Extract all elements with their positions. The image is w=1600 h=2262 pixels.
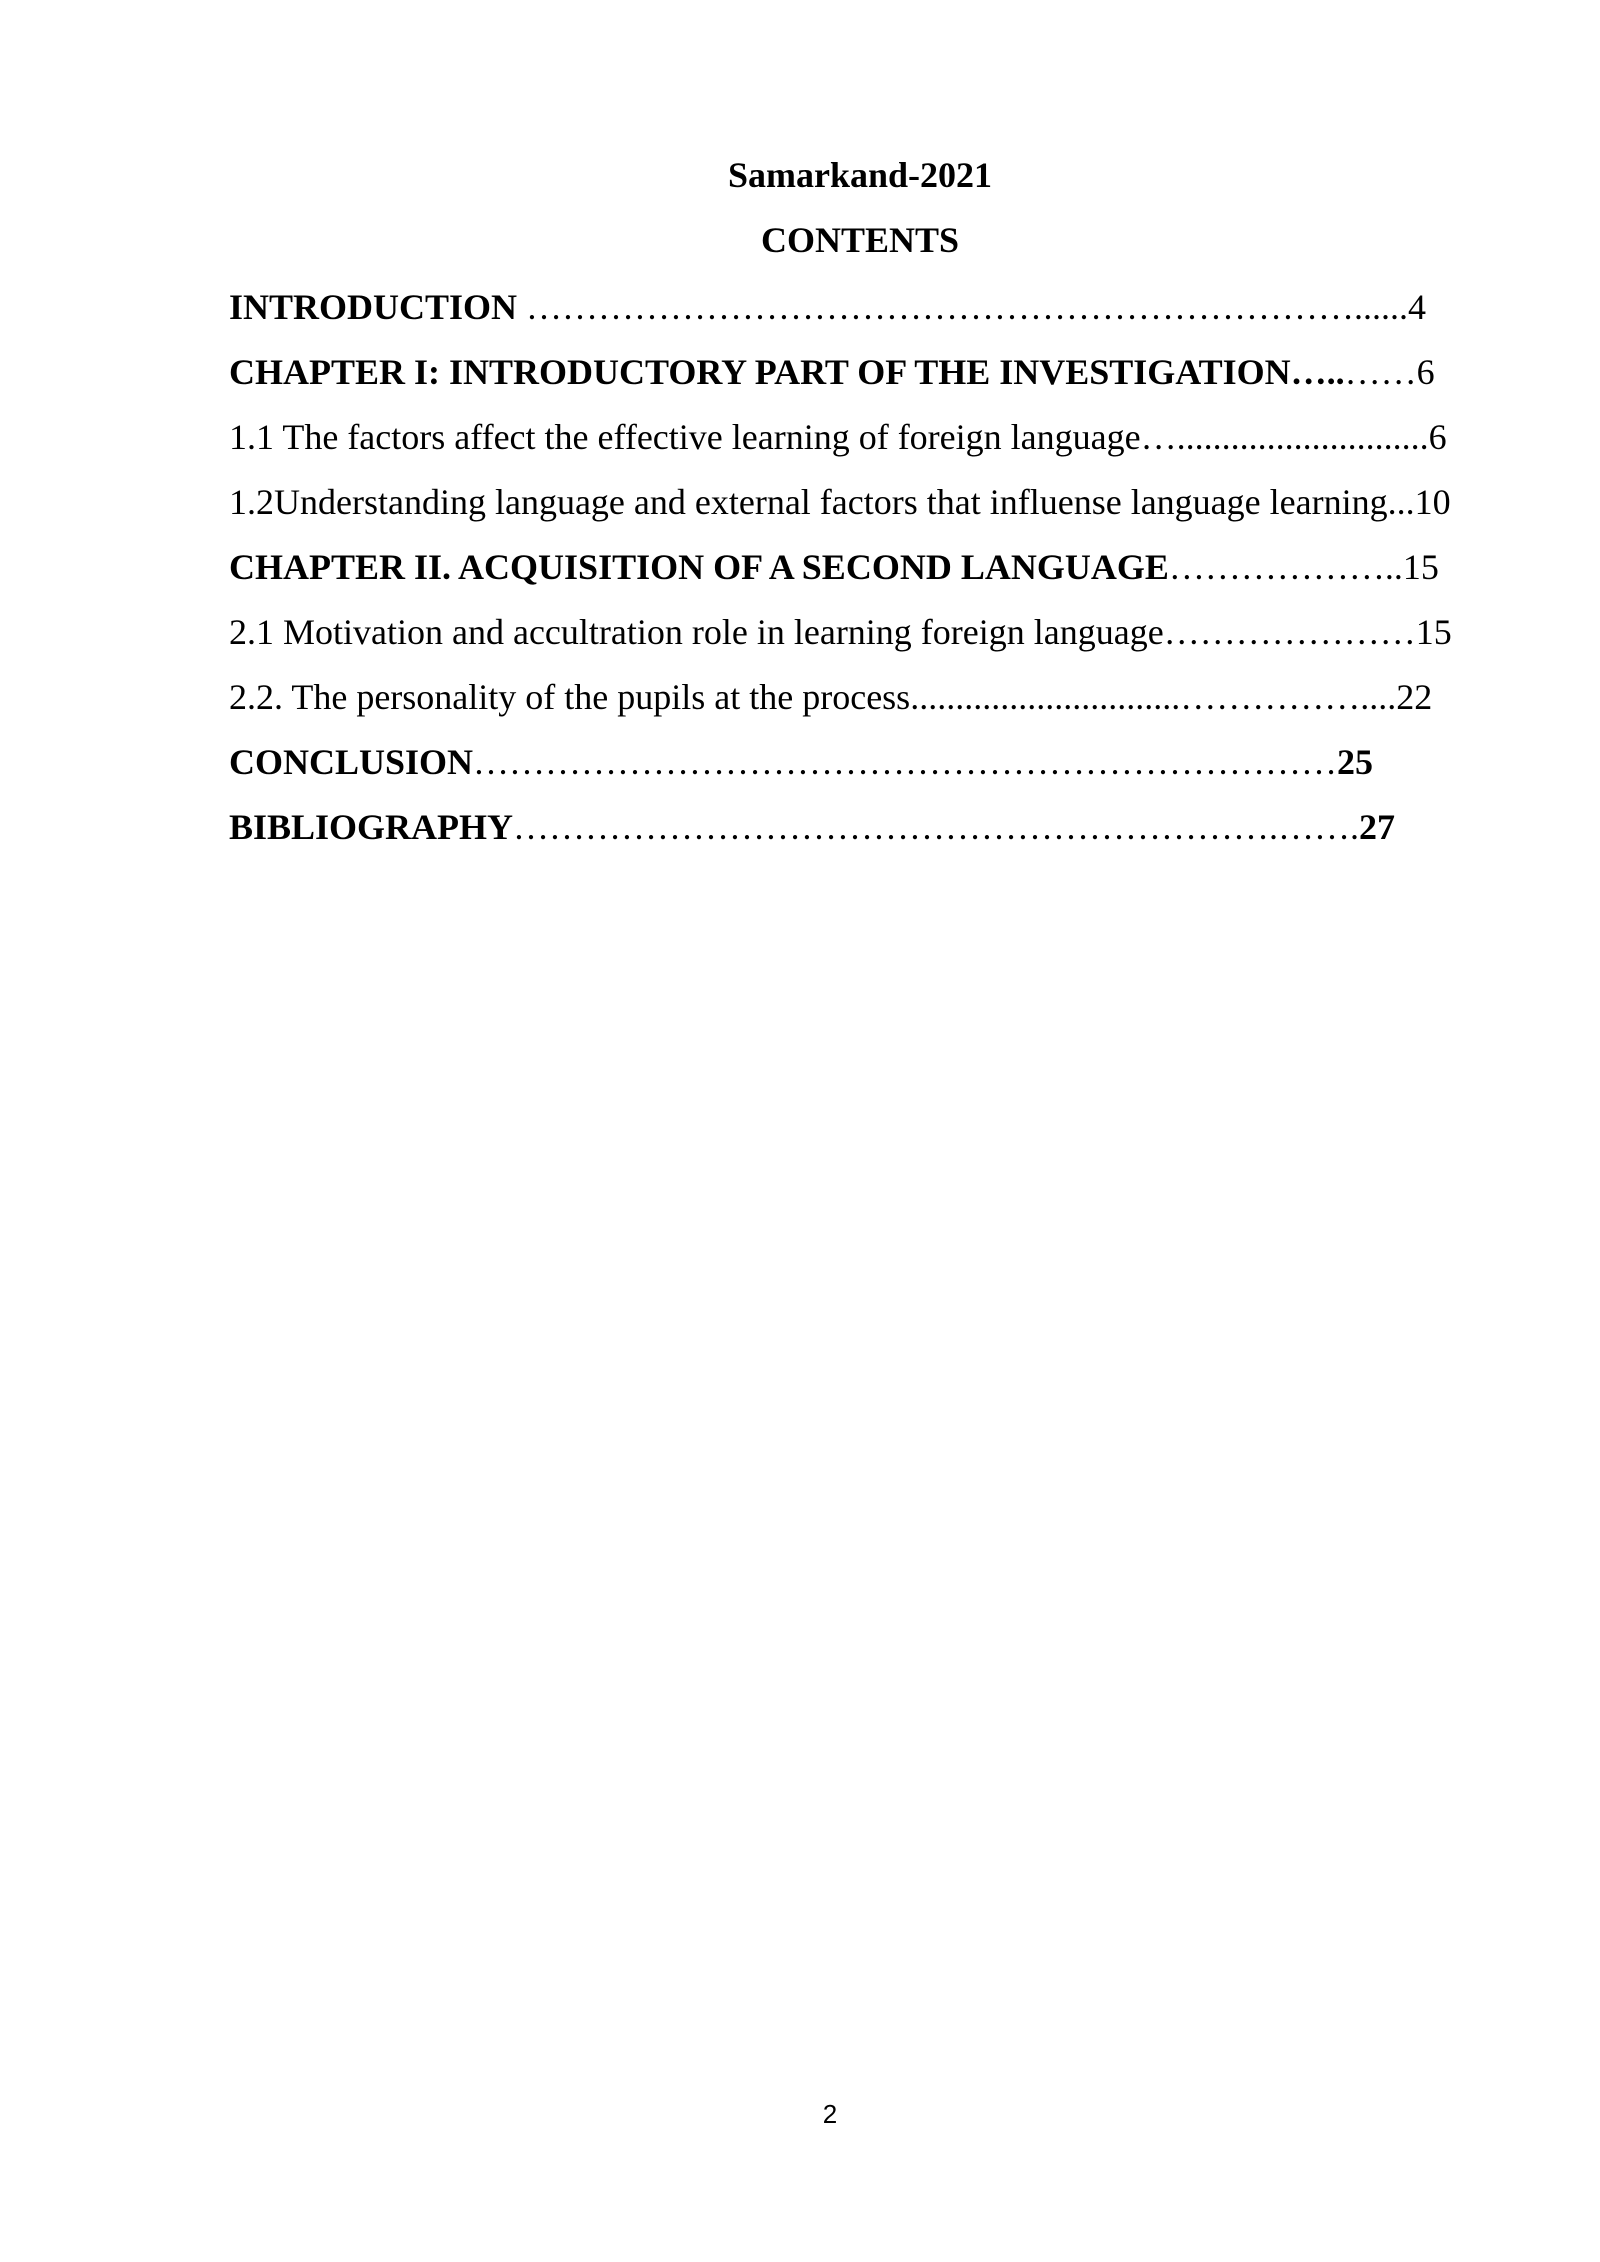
toc-entry-title: 2.2. The personality of the pupils at the process [229,677,911,717]
city-year-heading: Samarkand-2021 [727,155,993,195]
toc-entry-title: CHAPTER II. ACQUISITION OF A SECOND LANGUAGE [229,547,1169,587]
contents-title: CONTENTS [760,220,960,260]
toc-entry-title: INTRODUCTION [229,287,527,327]
toc-entry-page: 6 [1428,417,1447,457]
toc-entry-title: 1.1 The factors affect the effective learning of foreign language [229,417,1141,457]
toc-entry-chapter-1[interactable] [229,348,1514,413]
toc-entry-leader: ……………….. [1168,547,1403,587]
toc-entry-leader: ..............................…………….... [910,677,1397,717]
toc-entry-section-1-2[interactable] [229,478,1514,543]
toc-entry-page: 10 [1414,482,1451,522]
toc-entry-introduction[interactable] [229,283,1514,348]
toc-entry-page: 22 [1396,677,1433,717]
toc-entry-leader: ……………………………………………………………...... [526,287,1409,327]
toc-entry-title: CHAPTER I: INTRODUCTORY PART OF THE INVESTIGATION….. [229,352,1345,392]
toc-entry-section-2-1[interactable] [229,608,1514,673]
toc-entry-page: 4 [1408,287,1427,327]
toc-entry-leader: ... [1387,482,1415,522]
toc-entry-section-2-2[interactable] [229,673,1514,738]
toc-entry-page: 27 [1359,807,1396,847]
toc-entry-leader: …............................ [1140,417,1429,457]
toc-entry-conclusion[interactable] [229,738,1514,803]
toc-entry-page: 6 [1416,352,1435,392]
toc-entry-title: CONCLUSION [229,742,474,782]
toc-entry-section-1-1[interactable] [229,413,1514,478]
toc-entry-page: 15 [1415,612,1452,652]
toc-entry-chapter-2[interactable] [229,543,1514,608]
toc-entry-page: 25 [1337,742,1374,782]
toc-entry-leader: ……………………………………………………………… [473,742,1338,782]
toc-entry-bibliography[interactable] [229,803,1514,868]
toc-entry-leader: …… [1344,352,1417,392]
page-number: 2 [822,2099,838,2129]
toc-entry-page: 15 [1402,547,1439,587]
toc-entry-title: BIBLIOGRAPHY [229,807,514,847]
toc-entry-title: 1.2Understanding language and external factors that influense language learning [229,482,1388,522]
table-of-contents [229,283,1514,868]
toc-entry-leader: ………………… [1163,612,1416,652]
toc-entry-leader: ……………………………………………………….……. [513,807,1360,847]
toc-entry-title: 2.1 Motivation and accultration role in learning foreign language [229,612,1164,652]
